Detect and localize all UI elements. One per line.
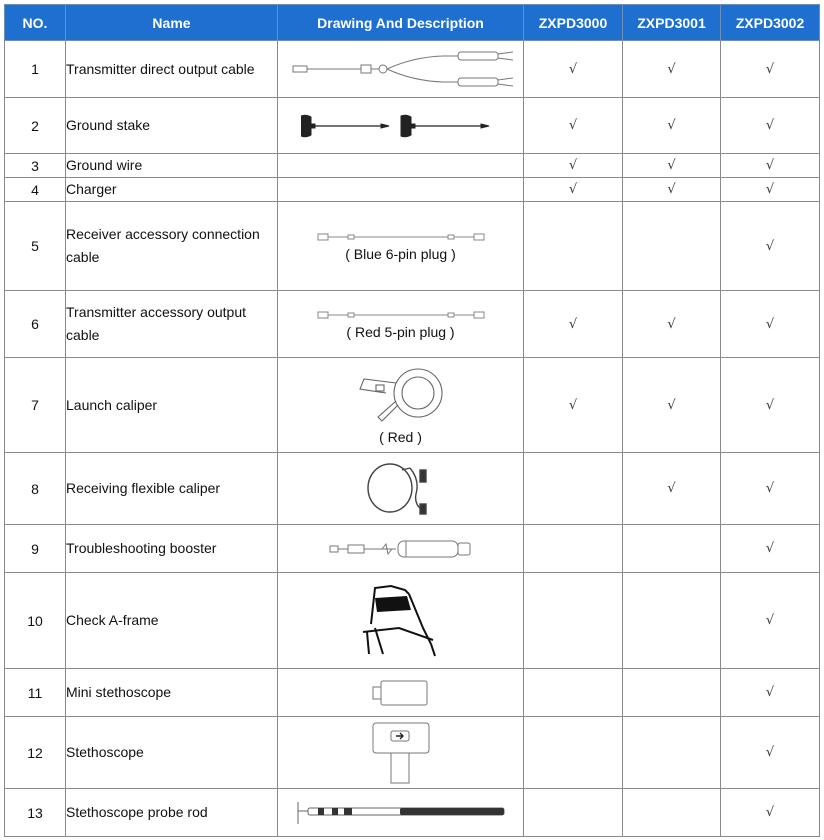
clamp-caliper-drawing (356, 365, 446, 427)
zxpd3002-check: √ (721, 453, 820, 525)
table-row (5, 717, 820, 789)
direct-output-cable-drawing (283, 47, 519, 91)
row-number: 7 (5, 358, 66, 453)
zxpd3001-check: √ (623, 98, 721, 154)
table-row (5, 789, 820, 837)
zxpd3001-check (623, 573, 721, 669)
a-frame-drawing (361, 584, 441, 658)
zxpd3001-check: √ (623, 453, 721, 525)
zxpd3000-check (524, 789, 623, 837)
zxpd3001-check (623, 789, 721, 837)
row-number: 8 (5, 453, 66, 525)
zxpd3002-check: √ (721, 291, 820, 358)
zxpd3001-check: √ (623, 358, 721, 453)
item-drawing (278, 717, 524, 789)
item-name: Mini stethoscope (66, 669, 278, 717)
zxpd3002-check: √ (721, 669, 820, 717)
item-drawing (278, 202, 524, 291)
zxpd3001-check (623, 717, 721, 789)
booster-drawing (326, 536, 476, 562)
zxpd3000-check (524, 453, 623, 525)
zxpd3002-check: √ (721, 202, 820, 291)
zxpd3000-check: √ (524, 291, 623, 358)
header-zxpd3002: ZXPD3002 (721, 5, 820, 41)
mini-stethoscope-drawing (371, 678, 431, 708)
zxpd3002-check: √ (721, 154, 820, 178)
table-row (5, 154, 820, 178)
zxpd3000-check (524, 669, 623, 717)
item-drawing (278, 291, 524, 358)
item-drawing (278, 573, 524, 669)
zxpd3002-check: √ (721, 525, 820, 573)
accessories-table (4, 4, 820, 837)
item-drawing (278, 154, 524, 178)
zxpd3000-check: √ (524, 154, 623, 178)
output-cable-drawing (316, 308, 486, 322)
item-name: Troubleshooting booster (66, 525, 278, 573)
item-name: Transmitter direct output cable (66, 41, 278, 98)
zxpd3000-check (524, 525, 623, 573)
zxpd3000-check (524, 573, 623, 669)
row-number: 4 (5, 178, 66, 202)
header-name: Name (66, 5, 278, 41)
zxpd3001-check (623, 669, 721, 717)
zxpd3000-check (524, 202, 623, 291)
item-drawing (278, 41, 524, 98)
item-name: Receiving flexible caliper (66, 453, 278, 525)
drawing-caption: ( Red 5-pin plug ) (346, 324, 455, 340)
header-zxpd3000: ZXPD3000 (524, 5, 623, 41)
zxpd3000-check: √ (524, 178, 623, 202)
ground-stake-drawing (301, 111, 501, 141)
row-number: 2 (5, 98, 66, 154)
item-drawing (278, 358, 524, 453)
zxpd3001-check: √ (623, 41, 721, 98)
header-no: NO. (5, 5, 66, 41)
row-number: 10 (5, 573, 66, 669)
probe-rod-drawing (294, 798, 508, 828)
table-row (5, 358, 820, 453)
item-name: Charger (66, 178, 278, 202)
row-number: 12 (5, 717, 66, 789)
drawing-caption: ( Blue 6-pin plug ) (345, 246, 456, 262)
table-row (5, 669, 820, 717)
connection-cable-drawing (316, 230, 486, 244)
table-row (5, 291, 820, 358)
table-row (5, 573, 820, 669)
item-name: Check A-frame (66, 573, 278, 669)
item-drawing (278, 525, 524, 573)
row-number: 13 (5, 789, 66, 837)
zxpd3000-check: √ (524, 41, 623, 98)
item-name: Stethoscope (66, 717, 278, 789)
item-name: Transmitter accessory output cable (66, 291, 278, 358)
table-row (5, 453, 820, 525)
zxpd3000-check: √ (524, 358, 623, 453)
zxpd3001-check (623, 525, 721, 573)
stethoscope-drawing (371, 721, 431, 785)
zxpd3002-check: √ (721, 178, 820, 202)
zxpd3000-check (524, 717, 623, 789)
table-row (5, 525, 820, 573)
header-zxpd3001: ZXPD3001 (623, 5, 721, 41)
zxpd3001-check: √ (623, 154, 721, 178)
row-number: 9 (5, 525, 66, 573)
item-drawing (278, 453, 524, 525)
row-number: 1 (5, 41, 66, 98)
item-drawing (278, 178, 524, 202)
item-name: Ground wire (66, 154, 278, 178)
flexible-caliper-drawing (366, 460, 436, 518)
zxpd3001-check (623, 202, 721, 291)
header-drawing: Drawing And Description (278, 5, 524, 41)
zxpd3002-check: √ (721, 41, 820, 98)
zxpd3000-check: √ (524, 98, 623, 154)
table-row (5, 41, 820, 98)
zxpd3001-check: √ (623, 291, 721, 358)
zxpd3002-check: √ (721, 789, 820, 837)
item-name: Ground stake (66, 98, 278, 154)
drawing-caption: ( Red ) (379, 429, 422, 445)
zxpd3002-check: √ (721, 717, 820, 789)
table-row (5, 178, 820, 202)
table-row (5, 98, 820, 154)
item-drawing (278, 789, 524, 837)
item-drawing (278, 669, 524, 717)
item-name: Stethoscope probe rod (66, 789, 278, 837)
zxpd3002-check: √ (721, 573, 820, 669)
table-row (5, 202, 820, 291)
zxpd3001-check: √ (623, 178, 721, 202)
table-header-row (5, 5, 820, 41)
item-name: Launch caliper (66, 358, 278, 453)
row-number: 3 (5, 154, 66, 178)
row-number: 11 (5, 669, 66, 717)
item-drawing (278, 98, 524, 154)
item-name: Receiver accessory connection cable (66, 202, 278, 291)
row-number: 6 (5, 291, 66, 358)
zxpd3002-check: √ (721, 98, 820, 154)
zxpd3002-check: √ (721, 358, 820, 453)
row-number: 5 (5, 202, 66, 291)
